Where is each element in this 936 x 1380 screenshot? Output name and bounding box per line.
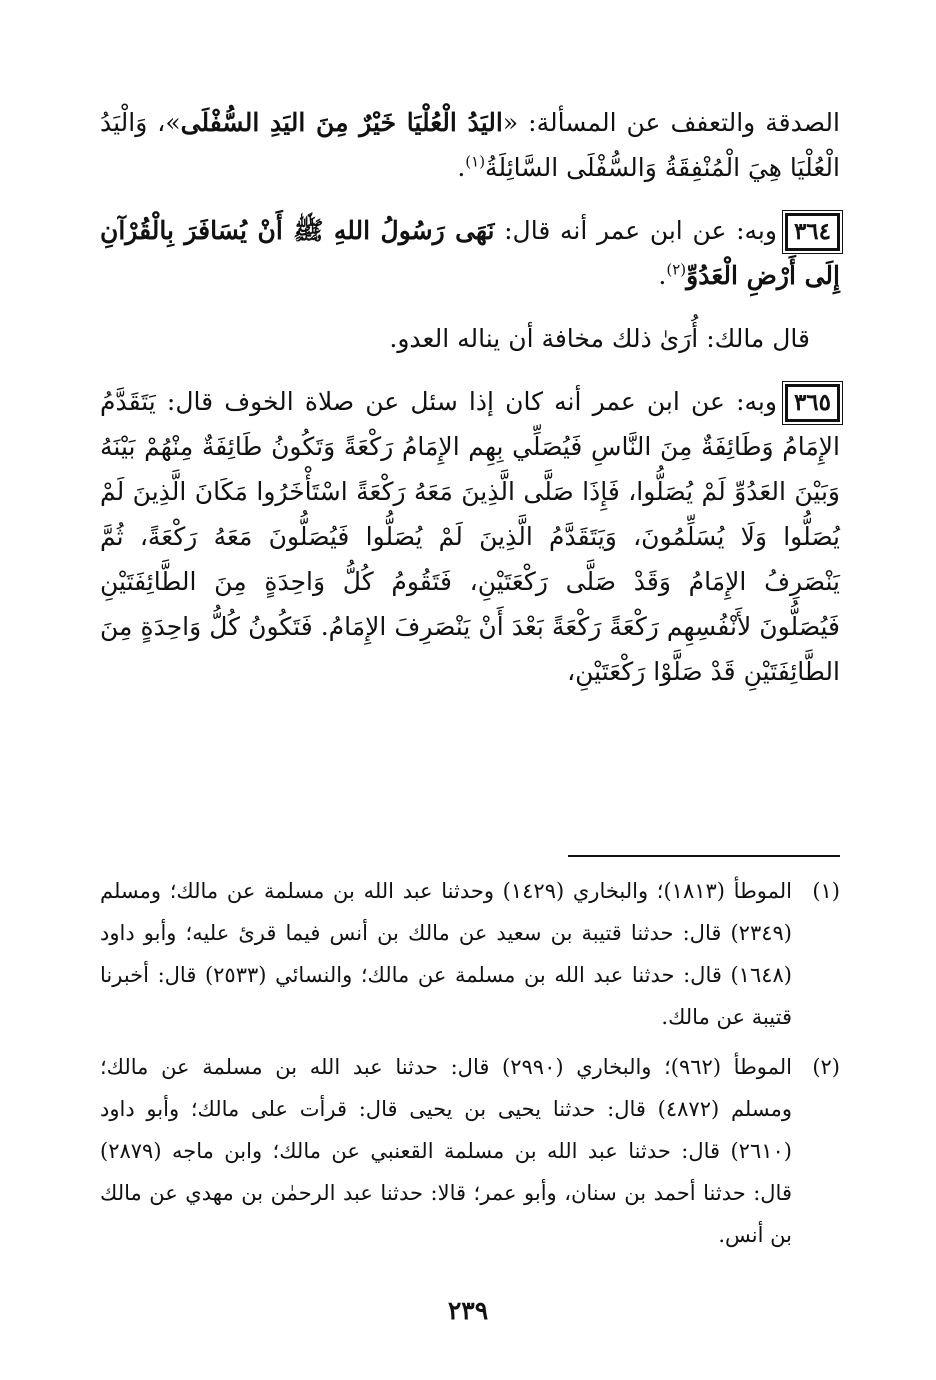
hadith-364-quote: نَهَى رَسُولُ اللهِ ﷺ أَنْ يُسَافَرَ بِالْقُرْآنِ إِلَى أَرْضِ الْعَدُوِّ: [100, 216, 840, 290]
para1-quote: اليَدُ الْعُلْيَا خَيْرٌ مِنَ اليَدِ السُّفْلَى: [180, 108, 503, 137]
footnote-2-text: الموطأ (٩٦٢)؛ والبخاري (٢٩٩٠) قال: حدثنا عبد الله بن مسلمة عن مالك؛ ومسلم (٤٨٧٢) قال: حدثنا يحيى بن يحيى قال: قرأت على مالك؛ وأبو داود (٢٦١٠) قال: حدثنا عبد الله بن مسلمة القعنبي عن مالك؛ وابن ماجه (٢٨٧٩) قال: حدثنا أحمد بن سنان، وأبو عمر؛ قالا: حدثنا عبد الرحمٰن بن مهدي عن مالك بن أنس.: [100, 1055, 793, 1247]
hadith-364-end: .: [658, 261, 667, 290]
footnote-1: [100, 870, 840, 1038]
footnote-2: [100, 1046, 840, 1256]
footnote-2-mark: (٢): [812, 1055, 840, 1079]
para1-end: .: [457, 153, 466, 182]
hadith-365-text: وبه: عن ابن عمر أنه كان إذا سئل عن صلاة الخوف قال: يَتَقَدَّمُ الإِمَامُ وَطَائِفَةٌ مِنَ النَّاسِ فَيُصَلِّي بِهِم الإِمَامُ رَكْعَةً وَتَكُونُ طَائِفَةٌ مِنْهُمْ بَيْنَهُ وَبَيْنَ العَدُوِّ لَمْ يُصَلُّوا، فَإِذَا صَلَّى الَّذِينَ مَعَهُ رَكْعَةً اسْتَأْخَرُوا مَكَانَ الَّذِينَ لَمْ يُصَلُّوا وَلَا يُسَلِّمُونَ، وَيَتَقَدَّمُ الَّذِينَ لَمْ يُصَلُّوا فَيُصَلُّونَ مَعَهُ رَكْعَةً، ثُمَّ يَنْصَرِفُ الإِمَامُ وَقَدْ صَلَّى رَكْعَتَيْنِ، فَتَقُومُ كُلُّ وَاحِدَةٍ مِنَ الطَّائِفَتَيْنِ فَيُصَلُّونَ لأَنْفُسِهِم رَكْعَةً رَكْعَةً بَعْدَ أَنْ يَنْصَرِفَ الإِمَامُ. فَتَكُونُ كُلُّ وَاحِدَةٍ مِنَ الطَّائِفَتَيْنِ قَدْ صَلَّوْا رَكْعَتَيْنِ،: [100, 387, 840, 686]
main-text: [100, 100, 840, 712]
para1-text2: »، وَالْيَدُ الْعُلْيَا هِيَ الْمُنْفِقَةُ وَالسُّفْلَى السَّائِلَةُ: [100, 108, 840, 182]
footnote-1-mark: (١): [812, 879, 840, 903]
malik-note: قال مالك: أُرَىٰ ذلك مخافة أن يناله العدو.: [389, 324, 810, 353]
hadith-365: [100, 379, 840, 694]
para1-text1: الصدقة والتعفف عن المسألة: «: [502, 108, 840, 137]
paragraph-charity: [100, 100, 840, 190]
hadith-364: [100, 208, 840, 298]
footnote-ref-2: (٢): [666, 260, 687, 279]
footnote-separator: [568, 855, 840, 857]
hadith-number-364: ٣٦٤: [785, 213, 840, 251]
footnote-1-text: الموطأ (١٨١٣)؛ والبخاري (١٤٢٩) وحدثنا عبد الله بن مسلمة عن مالك؛ ومسلم (٢٣٤٩) قال: حدثنا قتيبة بن سعيد عن مالك بن أنس فيما قرئ عليه؛ وأبو داود (١٦٤٨) قال: حدثنا عبد الله بن مسلمة عن مالك؛ والنسائي (٢٥٣٣) قال: أخبرنا قتيبة عن مالك.: [100, 879, 793, 1029]
hadith-364-intro: وبه: عن ابن عمر أنه قال:: [494, 216, 777, 245]
footnote-ref-1: (١): [465, 152, 486, 171]
footnotes: [100, 870, 840, 1264]
hadith-number-365: ٣٦٥: [785, 384, 840, 422]
page-number: ٢٣٩: [447, 1296, 489, 1325]
